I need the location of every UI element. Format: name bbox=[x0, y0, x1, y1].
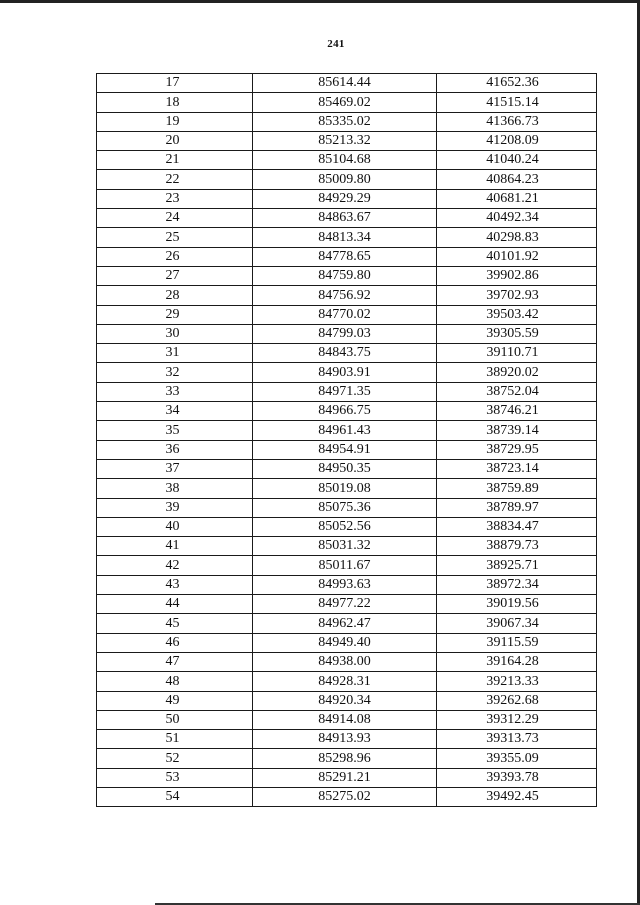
value-a-cell: 84778.65 bbox=[253, 247, 437, 266]
table-row bbox=[97, 556, 597, 575]
value-b-cell: 39164.28 bbox=[437, 652, 597, 671]
value-a-cell: 84929.29 bbox=[253, 189, 437, 208]
table-row bbox=[97, 305, 597, 324]
row-index-cell: 31 bbox=[97, 344, 253, 363]
table-row bbox=[97, 93, 597, 112]
table-row bbox=[97, 170, 597, 189]
value-b-cell: 39019.56 bbox=[437, 595, 597, 614]
table-row bbox=[97, 247, 597, 266]
value-b-cell: 39067.34 bbox=[437, 614, 597, 633]
table-row bbox=[97, 131, 597, 150]
value-a-cell: 85335.02 bbox=[253, 112, 437, 131]
value-b-cell: 39213.33 bbox=[437, 672, 597, 691]
table-row bbox=[97, 344, 597, 363]
table-row bbox=[97, 324, 597, 343]
page-number: 241 bbox=[327, 38, 345, 50]
value-b-cell: 39492.45 bbox=[437, 787, 597, 806]
row-index-cell: 18 bbox=[97, 93, 253, 112]
row-index-cell: 30 bbox=[97, 324, 253, 343]
value-b-cell: 41208.09 bbox=[437, 131, 597, 150]
row-index-cell: 32 bbox=[97, 363, 253, 382]
value-b-cell: 38925.71 bbox=[437, 556, 597, 575]
value-a-cell: 84770.02 bbox=[253, 305, 437, 324]
value-a-cell: 84949.40 bbox=[253, 633, 437, 652]
table-row bbox=[97, 286, 597, 305]
value-a-cell: 84966.75 bbox=[253, 402, 437, 421]
value-a-cell: 84971.35 bbox=[253, 382, 437, 401]
row-index-cell: 19 bbox=[97, 112, 253, 131]
value-a-cell: 84813.34 bbox=[253, 228, 437, 247]
value-b-cell: 39110.71 bbox=[437, 344, 597, 363]
row-index-cell: 26 bbox=[97, 247, 253, 266]
row-index-cell: 44 bbox=[97, 595, 253, 614]
row-index-cell: 24 bbox=[97, 209, 253, 228]
value-a-cell: 84928.31 bbox=[253, 672, 437, 691]
value-a-cell: 84954.91 bbox=[253, 440, 437, 459]
value-b-cell: 39262.68 bbox=[437, 691, 597, 710]
row-index-cell: 50 bbox=[97, 710, 253, 729]
table-row bbox=[97, 421, 597, 440]
table-row bbox=[97, 749, 597, 768]
value-b-cell: 39503.42 bbox=[437, 305, 597, 324]
row-index-cell: 17 bbox=[97, 74, 253, 93]
value-b-cell: 39902.86 bbox=[437, 266, 597, 285]
row-index-cell: 39 bbox=[97, 498, 253, 517]
table-row bbox=[97, 595, 597, 614]
value-b-cell: 38920.02 bbox=[437, 363, 597, 382]
row-index-cell: 22 bbox=[97, 170, 253, 189]
row-index-cell: 33 bbox=[97, 382, 253, 401]
table-row bbox=[97, 652, 597, 671]
value-b-cell: 41652.36 bbox=[437, 74, 597, 93]
value-b-cell: 39393.78 bbox=[437, 768, 597, 787]
value-b-cell: 39313.73 bbox=[437, 730, 597, 749]
value-a-cell: 84920.34 bbox=[253, 691, 437, 710]
value-b-cell: 40681.21 bbox=[437, 189, 597, 208]
table-row bbox=[97, 266, 597, 285]
value-b-cell: 38789.97 bbox=[437, 498, 597, 517]
table-row bbox=[97, 459, 597, 478]
scan-border-top bbox=[0, 0, 640, 3]
table-row bbox=[97, 189, 597, 208]
row-index-cell: 46 bbox=[97, 633, 253, 652]
row-index-cell: 34 bbox=[97, 402, 253, 421]
row-index-cell: 45 bbox=[97, 614, 253, 633]
data-table bbox=[96, 73, 597, 807]
row-index-cell: 35 bbox=[97, 421, 253, 440]
value-a-cell: 84759.80 bbox=[253, 266, 437, 285]
table-row bbox=[97, 74, 597, 93]
row-index-cell: 51 bbox=[97, 730, 253, 749]
row-index-cell: 23 bbox=[97, 189, 253, 208]
value-a-cell: 84993.63 bbox=[253, 575, 437, 594]
table-row bbox=[97, 787, 597, 806]
value-b-cell: 38739.14 bbox=[437, 421, 597, 440]
table-row bbox=[97, 112, 597, 131]
value-a-cell: 85469.02 bbox=[253, 93, 437, 112]
table-row bbox=[97, 209, 597, 228]
row-index-cell: 52 bbox=[97, 749, 253, 768]
row-index-cell: 49 bbox=[97, 691, 253, 710]
value-a-cell: 84962.47 bbox=[253, 614, 437, 633]
table-row bbox=[97, 575, 597, 594]
value-b-cell: 40492.34 bbox=[437, 209, 597, 228]
value-a-cell: 85009.80 bbox=[253, 170, 437, 189]
table-row bbox=[97, 363, 597, 382]
row-index-cell: 20 bbox=[97, 131, 253, 150]
row-index-cell: 29 bbox=[97, 305, 253, 324]
row-index-cell: 21 bbox=[97, 151, 253, 170]
value-a-cell: 84756.92 bbox=[253, 286, 437, 305]
value-b-cell: 39305.59 bbox=[437, 324, 597, 343]
value-a-cell: 84903.91 bbox=[253, 363, 437, 382]
value-a-cell: 85075.36 bbox=[253, 498, 437, 517]
value-a-cell: 84843.75 bbox=[253, 344, 437, 363]
table-row bbox=[97, 633, 597, 652]
row-index-cell: 27 bbox=[97, 266, 253, 285]
row-index-cell: 53 bbox=[97, 768, 253, 787]
value-a-cell: 85298.96 bbox=[253, 749, 437, 768]
value-a-cell: 85104.68 bbox=[253, 151, 437, 170]
value-b-cell: 38752.04 bbox=[437, 382, 597, 401]
table-row bbox=[97, 672, 597, 691]
value-b-cell: 40101.92 bbox=[437, 247, 597, 266]
value-a-cell: 85019.08 bbox=[253, 479, 437, 498]
table-row bbox=[97, 479, 597, 498]
table-row bbox=[97, 382, 597, 401]
table-row bbox=[97, 768, 597, 787]
value-a-cell: 84977.22 bbox=[253, 595, 437, 614]
row-index-cell: 36 bbox=[97, 440, 253, 459]
value-b-cell: 38759.89 bbox=[437, 479, 597, 498]
row-index-cell: 41 bbox=[97, 537, 253, 556]
value-b-cell: 39355.09 bbox=[437, 749, 597, 768]
value-b-cell: 38729.95 bbox=[437, 440, 597, 459]
row-index-cell: 43 bbox=[97, 575, 253, 594]
row-index-cell: 40 bbox=[97, 517, 253, 536]
value-a-cell: 84863.67 bbox=[253, 209, 437, 228]
value-b-cell: 39702.93 bbox=[437, 286, 597, 305]
table-row bbox=[97, 691, 597, 710]
table-row bbox=[97, 402, 597, 421]
value-a-cell: 84961.43 bbox=[253, 421, 437, 440]
value-b-cell: 41515.14 bbox=[437, 93, 597, 112]
row-index-cell: 47 bbox=[97, 652, 253, 671]
table-row bbox=[97, 517, 597, 536]
value-b-cell: 40298.83 bbox=[437, 228, 597, 247]
value-b-cell: 39115.59 bbox=[437, 633, 597, 652]
row-index-cell: 25 bbox=[97, 228, 253, 247]
row-index-cell: 37 bbox=[97, 459, 253, 478]
value-a-cell: 85011.67 bbox=[253, 556, 437, 575]
value-a-cell: 84914.08 bbox=[253, 710, 437, 729]
value-a-cell: 84799.03 bbox=[253, 324, 437, 343]
value-a-cell: 85052.56 bbox=[253, 517, 437, 536]
value-a-cell: 85275.02 bbox=[253, 787, 437, 806]
row-index-cell: 38 bbox=[97, 479, 253, 498]
table-row bbox=[97, 151, 597, 170]
table-body bbox=[97, 74, 597, 807]
value-a-cell: 85031.32 bbox=[253, 537, 437, 556]
table-row bbox=[97, 498, 597, 517]
value-b-cell: 38972.34 bbox=[437, 575, 597, 594]
row-index-cell: 28 bbox=[97, 286, 253, 305]
table-row bbox=[97, 228, 597, 247]
value-b-cell: 39312.29 bbox=[437, 710, 597, 729]
value-a-cell: 85614.44 bbox=[253, 74, 437, 93]
table-row bbox=[97, 730, 597, 749]
value-a-cell: 84950.35 bbox=[253, 459, 437, 478]
row-index-cell: 42 bbox=[97, 556, 253, 575]
value-b-cell: 40864.23 bbox=[437, 170, 597, 189]
row-index-cell: 54 bbox=[97, 787, 253, 806]
value-b-cell: 41040.24 bbox=[437, 151, 597, 170]
table-row bbox=[97, 614, 597, 633]
value-b-cell: 38834.47 bbox=[437, 517, 597, 536]
value-b-cell: 38879.73 bbox=[437, 537, 597, 556]
row-index-cell: 48 bbox=[97, 672, 253, 691]
value-a-cell: 85291.21 bbox=[253, 768, 437, 787]
value-a-cell: 84938.00 bbox=[253, 652, 437, 671]
table-row bbox=[97, 710, 597, 729]
table-row bbox=[97, 537, 597, 556]
value-a-cell: 84913.93 bbox=[253, 730, 437, 749]
value-a-cell: 85213.32 bbox=[253, 131, 437, 150]
value-b-cell: 38746.21 bbox=[437, 402, 597, 421]
table-row bbox=[97, 440, 597, 459]
value-b-cell: 38723.14 bbox=[437, 459, 597, 478]
value-b-cell: 41366.73 bbox=[437, 112, 597, 131]
